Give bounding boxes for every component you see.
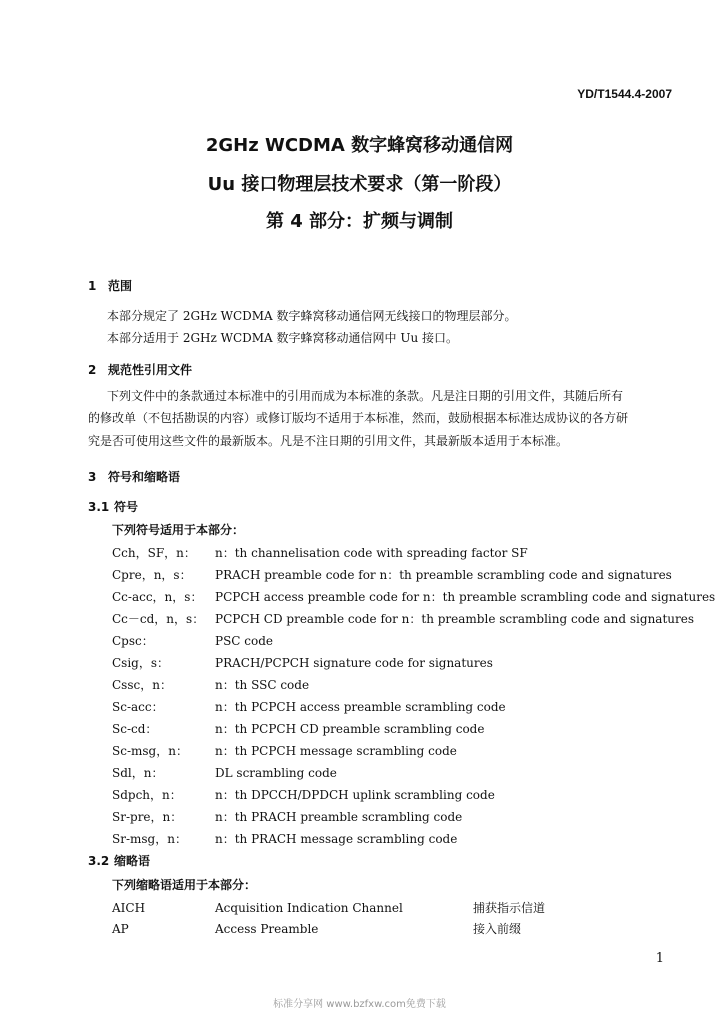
symbol-term: Cpsc： [112,634,154,648]
abbreviation-english: Acquisition Indication Channel [215,901,403,915]
section-2-line-3: 究是否可使用这些文件的最新版本。凡是不注日期的引用文件，其最新版本适用于本标准。 [88,434,569,448]
symbol-description: PSC code [215,634,274,648]
symbol-term: Cch，SF，n： [112,546,196,560]
symbols-intro: 下列符号适用于本部分： [112,523,245,537]
section-3-1-heading: 3.1 符号 [88,500,139,514]
section-1-para-2: 本部分适用于 2GHz WCDMA 数字蜂窝移动通信网中 Uu 接口。 [107,331,459,345]
symbol-term: Sc-cd： [112,722,158,736]
symbol-description: n：th DPCCH/DPDCH uplink scrambling code [215,788,495,802]
symbol-description: PCPCH access preamble code for n：th preamble scrambling code and signatures [215,590,716,604]
symbol-term: Csig，s： [112,656,170,670]
symbol-description: n：th PCPCH CD preamble scrambling code [215,722,485,736]
abbreviation: AP [112,922,129,936]
symbol-description: PRACH preamble code for n：th preamble scrambling code and signatures [215,568,672,582]
section-2-line-1: 下列文件中的条款通过本标准中的引用而成为本标准的条款。凡是注日期的引用文件，其随后所有 [107,389,624,403]
abbreviation: AICH [112,901,146,915]
section-1-para-1: 本部分规定了 2GHz WCDMA 数字蜂窝移动通信网无线接口的物理层部分。 [107,309,517,323]
abbreviation-english: Access Preamble [215,922,319,936]
symbol-description: n：th PCPCH access preamble scrambling code [215,700,506,714]
abbreviation-chinese: 接入前缀 [473,922,522,936]
symbol-term: Sc-acc： [112,700,164,714]
title-line-3: 第 4 部分：扩频与调制 [265,211,454,232]
abbreviations-intro: 下列缩略语适用于本部分： [112,878,257,892]
section-3-heading: 3 符号和缩略语 [88,470,181,484]
section-3-2-heading: 3.2 缩略语 [88,854,151,868]
title-line-1: 2GHz WCDMA 数字蜂窝移动通信网 [205,135,514,156]
page-number: 1 [655,951,664,966]
symbol-term: Sdpch，n： [112,788,182,802]
abbreviation-chinese: 捕获指示信道 [473,901,546,915]
section-2-line-2: 的修改单（不包括勘误的内容）或修订版均不适用于本标准，然而，鼓励根据本标准达成协议的各方研 [88,411,629,425]
symbol-description: n：th SSC code [215,678,310,692]
symbol-term: Sr-pre，n： [112,810,183,824]
symbol-description: PCPCH CD preamble code for n：th preamble scrambling code and signatures [215,612,694,626]
symbol-term: Cc-acc，n，s： [112,590,203,604]
symbol-term: Sc-msg，n： [112,744,188,758]
symbol-description: n：th channelisation code with spreading factor SF [215,546,528,560]
symbol-description: n：th PRACH preamble scrambling code [215,810,463,824]
section-1-heading: 1 范围 [88,279,133,293]
document-number: YD/T1544.4-2007 [577,87,672,101]
symbol-term: Sr-msg，n： [112,832,187,846]
symbol-term: Cpre，n，s： [112,568,192,582]
symbol-term: Cc－cd，n，s： [112,612,205,626]
symbol-description: n：th PCPCH message scrambling code [215,744,457,758]
title-line-2: Uu 接口物理层技术要求（第一阶段） [207,174,512,195]
symbol-description: n：th PRACH message scrambling code [215,832,458,846]
section-2-heading: 2 规范性引用文件 [88,363,193,377]
symbol-description: PRACH/PCPCH signature code for signatures [215,656,493,670]
symbol-term: Cssc，n： [112,678,172,692]
symbol-description: DL scrambling code [215,766,337,780]
footer-watermark: 标准分享网 www.bzfxw.com免费下载 [273,999,446,1010]
symbol-term: Sdl，n： [112,766,164,780]
